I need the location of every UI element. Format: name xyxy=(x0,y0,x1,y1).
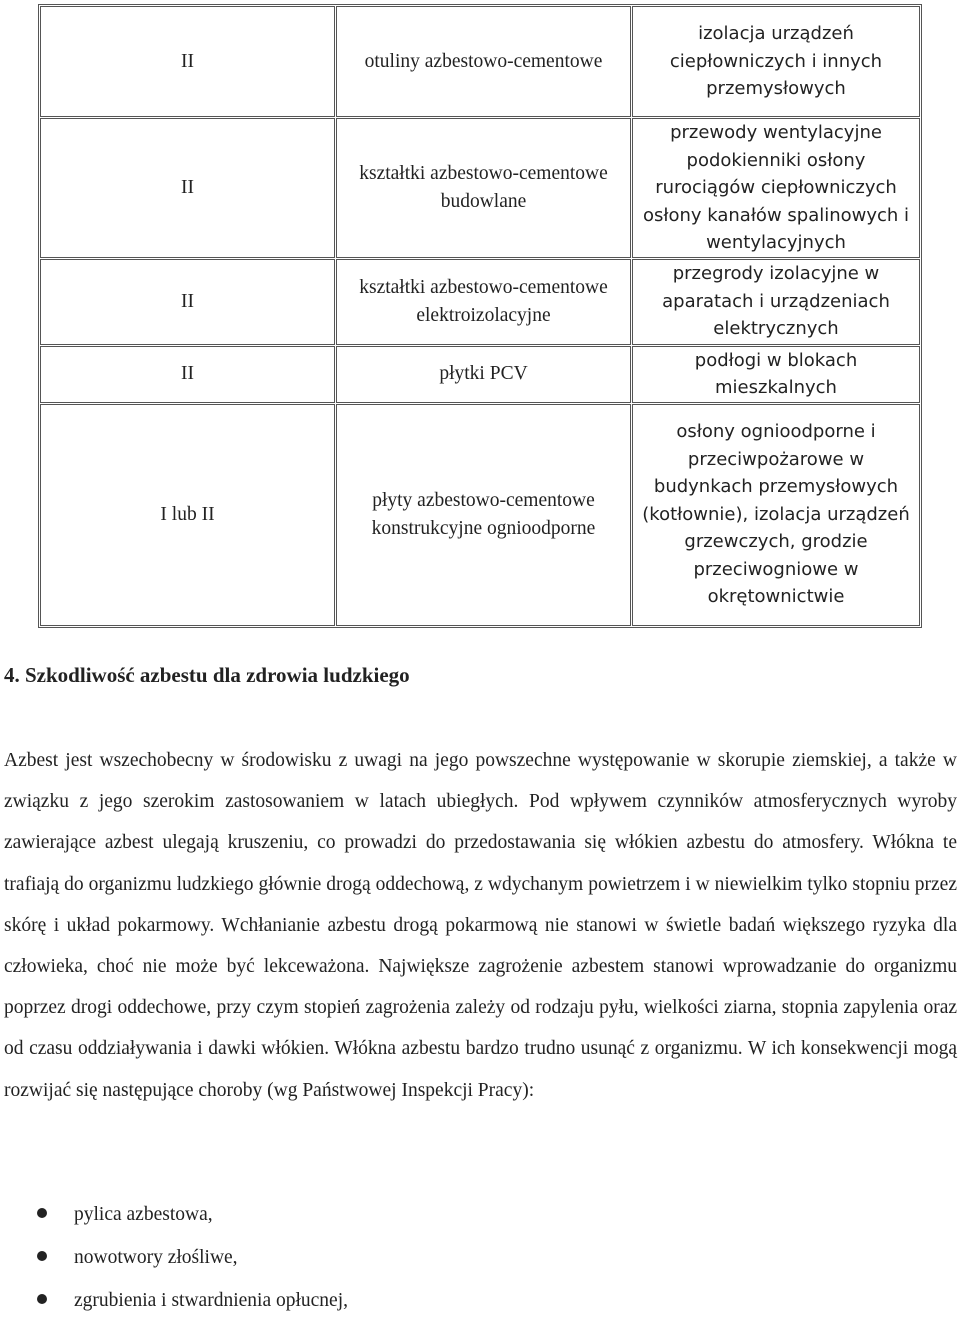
product-cell: otuliny azbestowo-cementowe xyxy=(336,6,631,117)
product-cell: kształtki azbestowo-cementowe budowlane xyxy=(336,118,631,258)
use-cell: podłogi w blokach mieszkalnych xyxy=(632,346,920,403)
class-cell: I lub II xyxy=(40,404,335,626)
table-row xyxy=(40,118,920,258)
disease-list xyxy=(4,1193,957,1322)
list-item-text: pylica azbestowa, xyxy=(74,1204,213,1225)
table-row xyxy=(40,6,920,117)
product-cell: płyty azbestowo-cementowe konstrukcyjne ognioodporne xyxy=(336,404,631,626)
use-cell: izolacja urządzeń ciepłowniczych i innych przemysłowych xyxy=(632,6,920,117)
asbestos-products-table xyxy=(38,4,922,628)
use-cell: osłony ognioodporne i przeciwpożarowe w budynkach przemysłowych (kotłownie), izolacja urządzeń grzewczych, grodzie przeciwogniowe w okrętownictwie xyxy=(632,404,920,626)
list-item xyxy=(4,1236,957,1279)
table-row xyxy=(40,259,920,345)
list-item-text: zgrubienia i stwardnienia opłucnej, xyxy=(74,1290,348,1311)
class-cell: II xyxy=(40,346,335,403)
bullet-icon xyxy=(37,1251,47,1261)
use-cell: przewody wentylacyjne podokienniki osłony rurociągów ciepłowniczych osłony kanałów spalinowych i wentylacyjnych xyxy=(632,118,920,258)
list-item xyxy=(4,1279,957,1322)
product-cell: płytki PCV xyxy=(336,346,631,403)
table-row xyxy=(40,346,920,403)
body-paragraph: Azbest jest wszechobecny w środowisku z uwagi na jego powszechne występowanie w skorupie ziemskiej, a także w związku z jego szerokim zastosowaniem w latach ubiegłych. Pod wpływem czynników atmosferycznych wyroby zawierające azbest ulegają kruszeniu, co prowadzi do przedostawania się włókien azbestu do atmosfery. Włókna te trafiają do organizmu ludzkiego głównie drogą oddechową, z wdychanym powietrzem i w niewielkim tylko stopniu przez skórę i układ pokarmowy. Wchłanianie azbestu drogą pokarmową nie stanowi w świetle badań większego ryzyka dla człowieka, choć nie może być lekceważona. Największe zagrożenie azbestem stanowi wprowadzanie do organizmu poprzez drogi oddechowe, przy czym stopień zagrożenia zależy od rodzaju pyłu, wielkości ziarna, stopnia zapylenia oraz od czasu oddziaływania i dawki włókien. Włókna azbestu bardzo trudno usunąć z organizmu. W ich konsekwencji mogą rozwijać się następujące choroby (wg Państwowej Inspekcji Pracy): xyxy=(4,750,957,1101)
class-cell: II xyxy=(40,6,335,117)
table-row xyxy=(40,404,920,626)
product-cell: kształtki azbestowo-cementowe elektroizolacyjne xyxy=(336,259,631,345)
bullet-icon xyxy=(37,1208,47,1218)
class-cell: II xyxy=(40,118,335,258)
use-cell: przegrody izolacyjne w aparatach i urządzeniach elektrycznych xyxy=(632,259,920,345)
class-cell: II xyxy=(40,259,335,345)
list-item xyxy=(4,1193,957,1236)
section-heading: 4. Szkodliwość azbestu dla zdrowia ludzkiego xyxy=(4,663,410,687)
list-item-text: nowotwory złośliwe, xyxy=(74,1247,238,1268)
bullet-icon xyxy=(37,1294,47,1304)
